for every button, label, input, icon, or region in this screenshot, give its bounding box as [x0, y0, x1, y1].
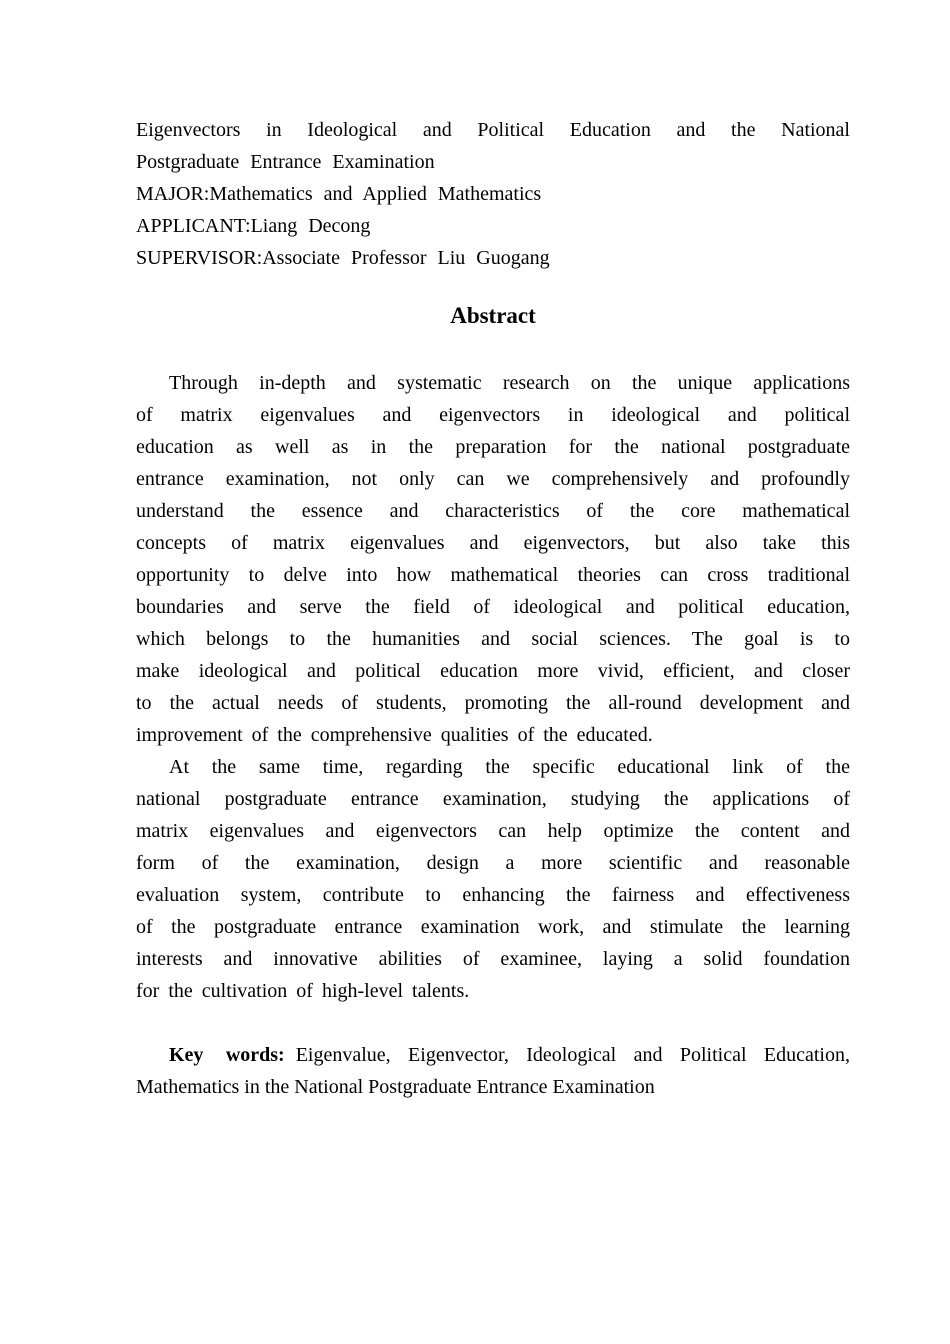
paragraph-line: Through in-depth and systematic research on the unique applications [169, 372, 850, 394]
paragraph-line: of the postgraduate entrance examination work, and stimulate the learning [136, 916, 850, 938]
paragraph-line: of matrix eigenvalues and eigenvectors in ideological and political [136, 404, 850, 426]
thesis-title [136, 114, 850, 178]
paragraph-line: concepts of matrix eigenvalues and eigenvectors, but also take this [136, 532, 850, 554]
paragraph-line: education as well as in the preparation for the national postgraduate [136, 436, 850, 458]
thesis-info [136, 178, 850, 274]
thesis-info-line: APPLICANT:Liang Decong [136, 215, 371, 237]
paragraph-line: national postgraduate entrance examination, studying the applications of [136, 788, 850, 810]
paragraph-line: boundaries and serve the field of ideological and political education, [136, 596, 850, 618]
abstract-paragraph-2 [136, 751, 850, 1007]
abstract-body [136, 367, 850, 1007]
paragraph-line: matrix eigenvalues and eigenvectors can help optimize the content and [136, 820, 850, 842]
paragraph-line: interests and innovative abilities of examinee, laying a solid foundation [136, 948, 850, 970]
paragraph-line: opportunity to delve into how mathematical theories can cross traditional [136, 564, 850, 586]
thesis-info-line: MAJOR:Mathematics and Applied Mathematics [136, 183, 542, 205]
paragraph-line: which belongs to the humanities and social sciences. The goal is to [136, 628, 850, 650]
paragraph-line: At the same time, regarding the specific educational link of the [169, 756, 850, 778]
paragraph-line: improvement of the comprehensive qualities of the educated. [136, 724, 653, 746]
thesis-title-line: Eigenvectors in Ideological and Political Education and the National [136, 119, 850, 141]
keywords-text: Eigenvalue, Eigenvector, Ideological and Political Education, Mathematics in the National Postgraduate Entrance Examination [136, 1044, 850, 1098]
abstract-paragraph-1 [136, 367, 850, 751]
keywords-colon: : [278, 1044, 285, 1066]
paragraph-line: to the actual needs of students, promoting the all-round development and [136, 692, 850, 714]
thesis-info-line: SUPERVISOR:Associate Professor Liu Guogang [136, 247, 550, 269]
thesis-title-line: Postgraduate Entrance Examination [136, 151, 435, 173]
paragraph-line: evaluation system, contribute to enhancing the fairness and effectiveness [136, 884, 850, 906]
paragraph-line: form of the examination, design a more scientific and reasonable [136, 852, 850, 874]
paragraph-line: for the cultivation of high-level talents. [136, 980, 470, 1002]
paragraph-line: make ideological and political education more vivid, efficient, and closer [136, 660, 850, 682]
keywords-paragraph [136, 1039, 850, 1103]
paragraph-line: entrance examination, not only can we comprehensively and profoundly [136, 468, 850, 490]
thesis-header [136, 114, 850, 274]
keywords-label: Key words [169, 1044, 279, 1066]
paragraph-line: understand the essence and characteristics of the core mathematical [136, 500, 850, 522]
abstract-heading: Abstract [450, 303, 536, 328]
